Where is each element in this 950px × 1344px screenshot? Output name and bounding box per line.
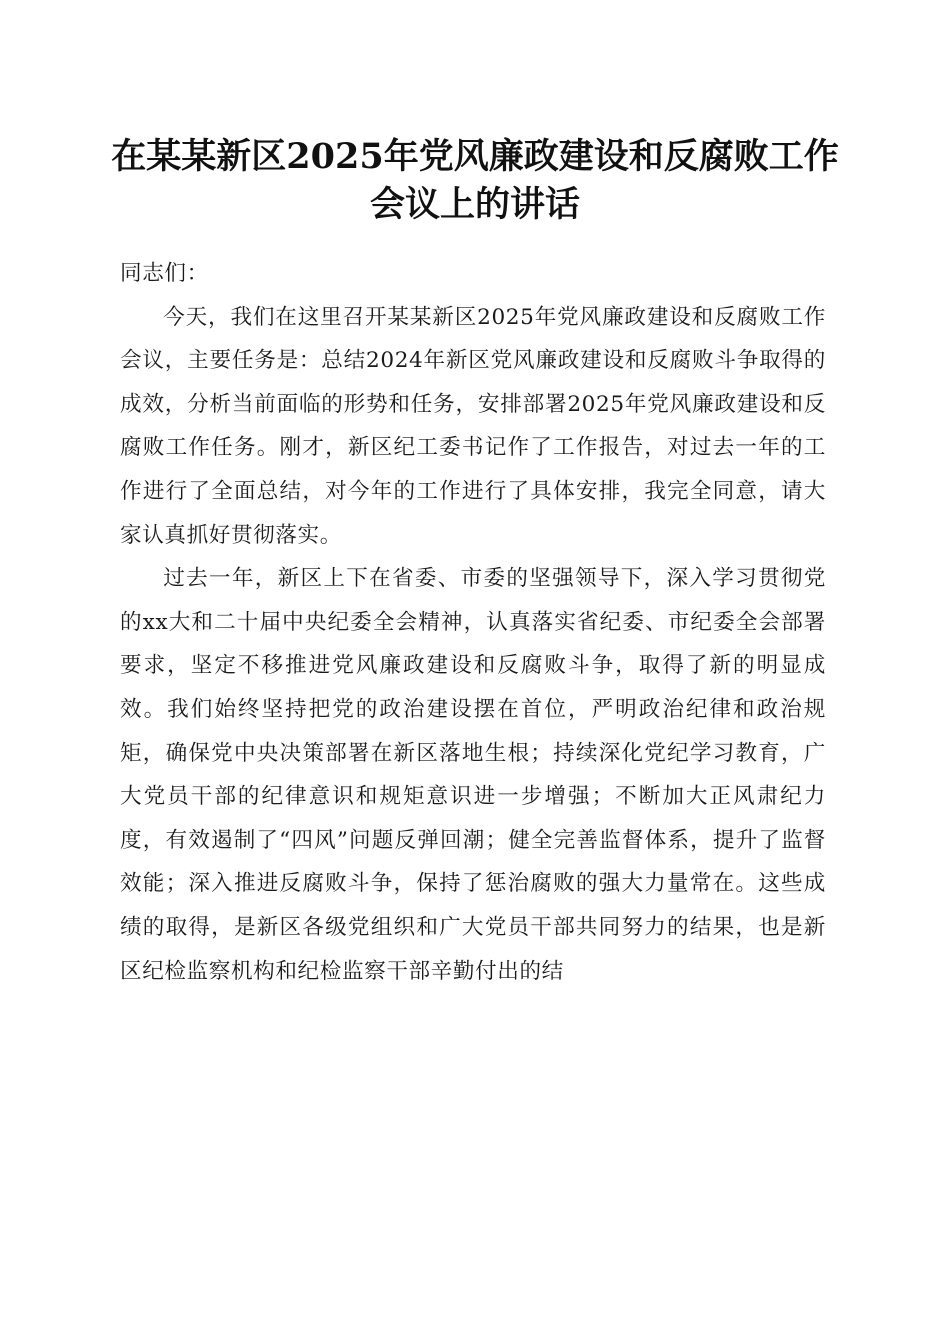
paragraph-1: 今天，我们在这里召开某某新区2025年党风廉政建设和反腐败工作会议，主要任务是：总结2024年新区党风廉政建设和反腐败斗争取得的成效，分析当前面临的形势和任务，安排部署2025年党风廉政建设和反腐败工作任务。刚才，新区纪工委书记作了工作报告，对过去一年的工作进行了全面总结，对今年的工作进行了具体安排，我完全同意，请大家认真抓好贯彻落实。 <box>120 304 826 548</box>
document-title: 在某某新区2025年党风廉政建设和反腐败工作会议上的讲话 <box>111 136 839 225</box>
paragraph-2: 过去一年，新区上下在省委、市委的坚强领导下，深入学习贯彻党的xx大和二十届中央纪委全会精神，认真落实省纪委、市纪委全会部署要求，坚定不移推进党风廉政建设和反腐败斗争，取得了新的明显成效。我们始终坚持把党的政治建设摆在首位，严明政治纪律和政治规矩，确保党中央决策部署在新区落地生根；持续深化党纪学习教育，广大党员干部的纪律意识和规矩意识进一步增强；不断加大正风肃纪力度，有效遏制了“四风”问题反弹回潮；健全完善监督体系，提升了监督效能；深入推进反腐败斗争，保持了惩治腐败的强大力量常在。这些成绩的取得，是新区各级党组织和广大党员干部共同努力的结果，也是新区纪检监察机构和纪检监察干部辛勤付出的结 <box>120 566 826 984</box>
salutation: 同志们： <box>120 261 209 286</box>
document-body <box>120 252 826 993</box>
